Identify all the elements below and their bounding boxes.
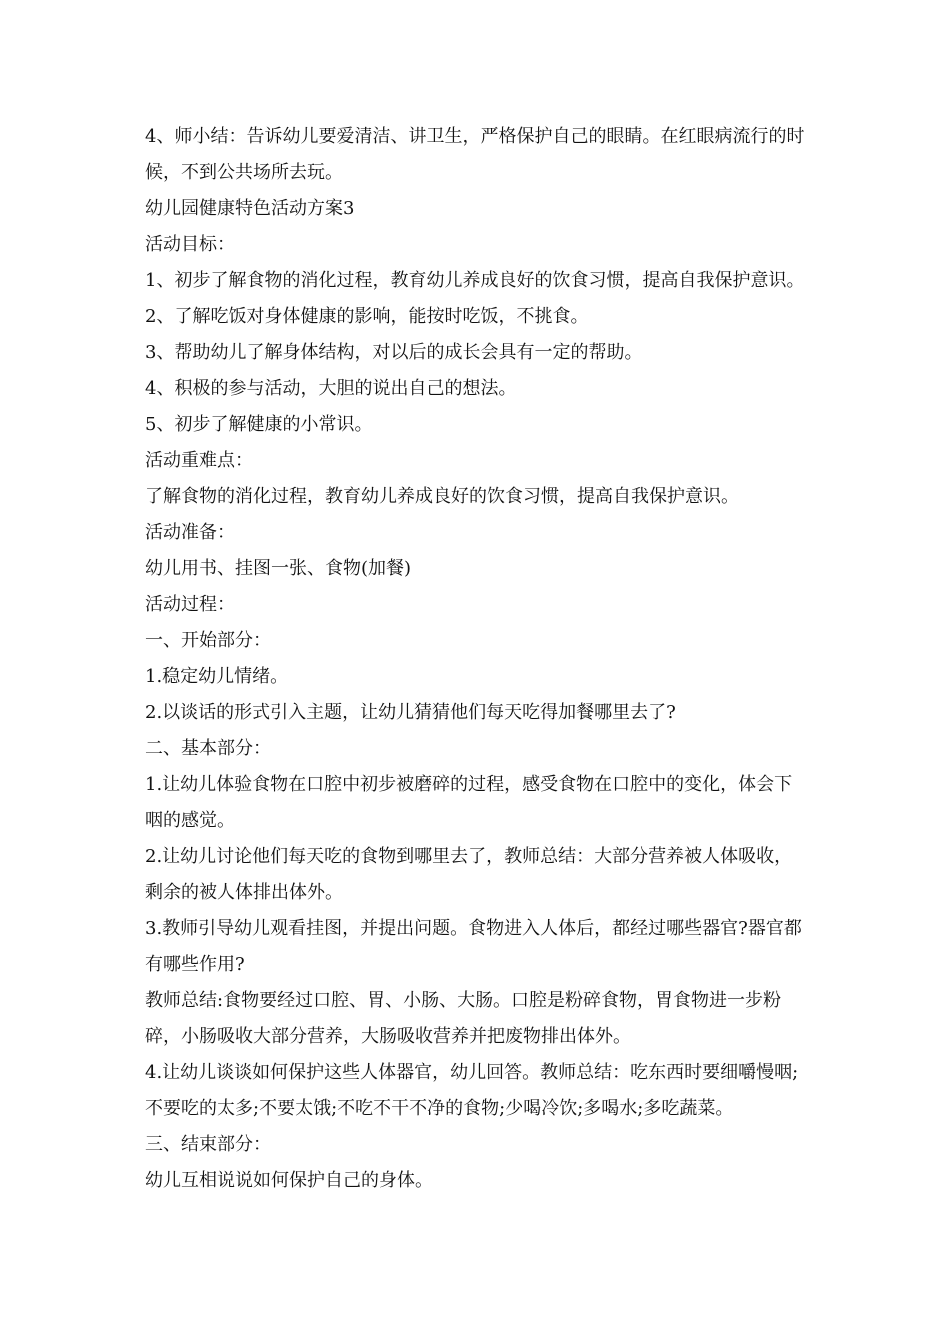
paragraph: 1、初步了解食物的消化过程，教育幼儿养成良好的饮食习惯，提高自我保护意识。 — [145, 270, 805, 291]
paragraph: 5、初步了解健康的小常识。 — [145, 414, 373, 435]
heading-preparation: 活动准备： — [145, 522, 235, 543]
paragraph: 幼儿互相说说如何保护自己的身体。 — [145, 1170, 433, 1191]
paragraph: 2、了解吃饭对身体健康的影响，能按时吃饭，不挑食。 — [145, 306, 589, 327]
paragraph: 4、积极的参与活动，大胆的说出自己的想法。 — [145, 378, 517, 399]
paragraph: 3.教师引导幼儿观看挂图，并提出问题。食物进入人体后，都经过哪些器官?器官都有哪些作用? — [145, 918, 802, 975]
heading-key-points: 活动重难点： — [145, 450, 253, 471]
subheading-start: 一、开始部分： — [145, 630, 271, 651]
heading-process: 活动过程： — [145, 594, 235, 615]
section-title: 幼儿园健康特色活动方案3 — [145, 198, 355, 219]
paragraph: 教师总结:食物要经过口腔、胃、小肠、大肠。口腔是粉碎食物，胃食物进一步粉碎，小肠吸收大部分营养，大肠吸收营养并把废物排出体外。 — [145, 990, 782, 1047]
subheading-end: 三、结束部分： — [145, 1134, 271, 1155]
paragraph: 了解食物的消化过程，教育幼儿养成良好的饮食习惯，提高自我保护意识。 — [145, 486, 739, 507]
paragraph: 1.让幼儿体验食物在口腔中初步被磨碎的过程，感受食物在口腔中的变化，体会下咽的感觉。 — [145, 774, 793, 831]
paragraph: 1.稳定幼儿情绪。 — [145, 666, 289, 687]
paragraph: 4.让幼儿谈谈如何保护这些人体器官，幼儿回答。教师总结：吃东西时要细嚼慢咽;不要吃的太多;不要太饿;不吃不干不净的食物;少喝冷饮;多喝水;多吃蔬菜。 — [145, 1062, 799, 1119]
paragraph: 2.让幼儿讨论他们每天吃的食物到哪里去了，教师总结：大部分营养被人体吸收，剩余的被人体排出体外。 — [145, 846, 793, 903]
paragraph: 3、帮助幼儿了解身体结构，对以后的成长会具有一定的帮助。 — [145, 342, 643, 363]
paragraph: 4、师小结：告诉幼儿要爱清洁、讲卫生，严格保护自己的眼睛。在红眼病流行的时候，不到公共场所去玩。 — [145, 126, 805, 183]
subheading-basic: 二、基本部分： — [145, 738, 271, 759]
document-body — [145, 119, 810, 1199]
heading-objectives: 活动目标： — [145, 234, 235, 255]
paragraph: 幼儿用书、挂图一张、食物(加餐) — [145, 558, 412, 579]
paragraph: 2.以谈话的形式引入主题，让幼儿猜猜他们每天吃得加餐哪里去了? — [145, 702, 676, 723]
